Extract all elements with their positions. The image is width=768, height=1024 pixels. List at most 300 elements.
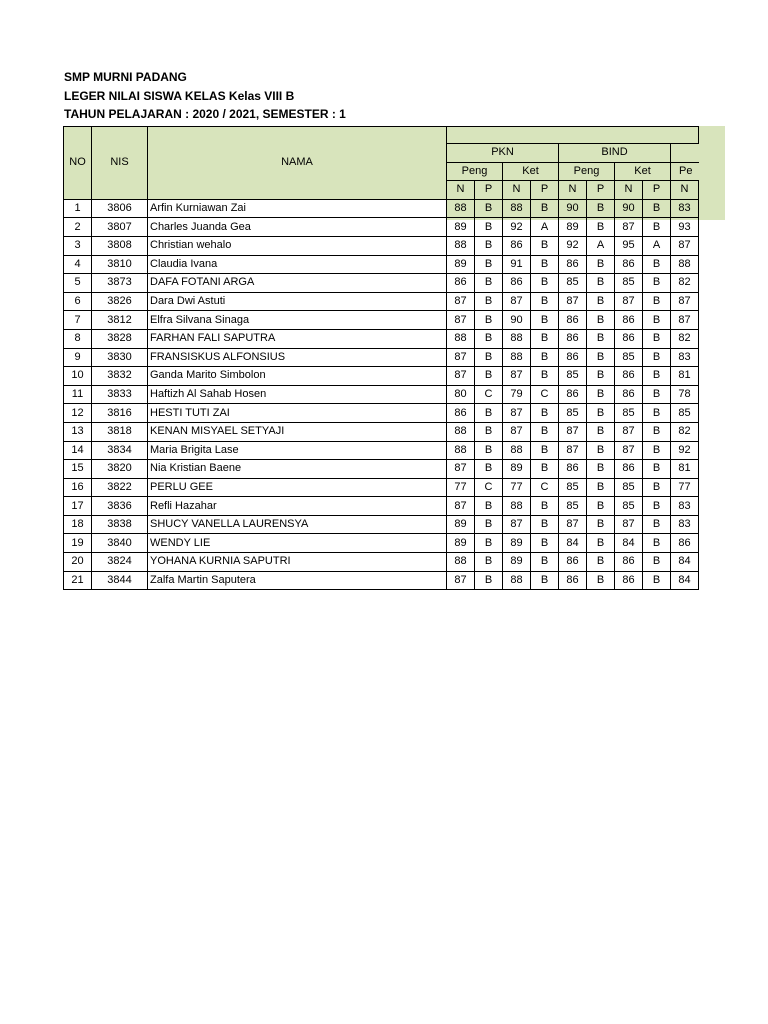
cell-pkn-peng-p: B xyxy=(475,460,503,479)
cell-pkn-peng-n: 88 xyxy=(447,199,475,218)
cell-pkn-ket-n: 87 xyxy=(503,422,531,441)
cell-bind-ket-p: B xyxy=(643,404,671,423)
cell-nis: 3826 xyxy=(92,292,148,311)
bind-ket-header: Ket xyxy=(615,162,671,181)
header-row-top xyxy=(64,127,699,144)
cell-nis: 3824 xyxy=(92,553,148,572)
cell-bind-peng-n: 85 xyxy=(559,274,587,293)
subject-group-header xyxy=(447,127,699,144)
cell-nama: Zalfa Martin Saputera xyxy=(148,571,447,590)
cell-pkn-ket-p: B xyxy=(531,311,559,330)
cell-nis: 3828 xyxy=(92,329,148,348)
cell-no: 4 xyxy=(64,255,92,274)
cell-bind-peng-n: 89 xyxy=(559,218,587,237)
cell-pkn-peng-p: B xyxy=(475,255,503,274)
cell-bind-ket-n: 86 xyxy=(615,329,643,348)
cell-nama: Arfin Kurniawan Zai xyxy=(148,199,447,218)
cell-bind-peng-p: B xyxy=(587,404,615,423)
cell-bind-ket-p: B xyxy=(643,422,671,441)
cell-no: 10 xyxy=(64,367,92,386)
cell-bind-peng-p: B xyxy=(587,478,615,497)
cell-pkn-peng-p: B xyxy=(475,515,503,534)
report-title: LEGER NILAI SISWA KELAS Kelas VIII B xyxy=(64,88,295,103)
table-row xyxy=(64,367,699,386)
cell-pkn-peng-p: B xyxy=(475,534,503,553)
cell-pkn-peng-n: 87 xyxy=(447,367,475,386)
cell-no: 19 xyxy=(64,534,92,553)
cell-pkn-ket-n: 89 xyxy=(503,460,531,479)
cell-nis: 3820 xyxy=(92,460,148,479)
cell-bind-ket-p: B xyxy=(643,218,671,237)
cell-bind-peng-p: B xyxy=(587,255,615,274)
cell-bind-peng-p: B xyxy=(587,422,615,441)
cell-pkn-ket-n: 88 xyxy=(503,348,531,367)
cell-nis: 3830 xyxy=(92,348,148,367)
cell-bind-peng-n: 86 xyxy=(559,311,587,330)
cell-pkn-peng-n: 86 xyxy=(447,274,475,293)
cell-bind-ket-p: B xyxy=(643,515,671,534)
cell-bind-ket-p: B xyxy=(643,199,671,218)
cell-pkn-peng-n: 89 xyxy=(447,515,475,534)
cell-bind-peng-n: 85 xyxy=(559,497,587,516)
table-row xyxy=(64,571,699,590)
cell-pkn-ket-p: B xyxy=(531,329,559,348)
cell-bind-peng-n: 87 xyxy=(559,422,587,441)
cell-nama: Christian wehalo xyxy=(148,236,447,255)
cell-bind-peng-p: B xyxy=(587,534,615,553)
cell-pkn-peng-n: 88 xyxy=(447,422,475,441)
cell-nis: 3822 xyxy=(92,478,148,497)
cell-pkn-peng-p: B xyxy=(475,422,503,441)
cell-no: 16 xyxy=(64,478,92,497)
ledger-body xyxy=(64,199,699,589)
cell-bind-ket-n: 85 xyxy=(615,497,643,516)
table-row xyxy=(64,199,699,218)
cell-bind-ket-p: B xyxy=(643,385,671,404)
cell-bind-peng-n: 87 xyxy=(559,292,587,311)
next-peng-header: Pe xyxy=(671,162,699,181)
subject-header-pkn: PKN xyxy=(447,144,559,163)
cell-bind-ket-p: B xyxy=(643,348,671,367)
cell-bind-peng-n: 86 xyxy=(559,460,587,479)
cell-bind-ket-p: B xyxy=(643,311,671,330)
cell-no: 8 xyxy=(64,329,92,348)
cell-pkn-peng-p: B xyxy=(475,236,503,255)
cell-bind-ket-p: B xyxy=(643,460,671,479)
cell-pkn-ket-n: 88 xyxy=(503,571,531,590)
cell-nis: 3840 xyxy=(92,534,148,553)
cell-bind-ket-n: 85 xyxy=(615,348,643,367)
cell-next-peng-n: 83 xyxy=(671,199,699,218)
cell-next-peng-n: 84 xyxy=(671,553,699,572)
cell-nama: Claudia Ivana xyxy=(148,255,447,274)
cell-pkn-ket-p: B xyxy=(531,404,559,423)
col-header-no: NO xyxy=(64,127,92,200)
cell-nama: Nia Kristian Baene xyxy=(148,460,447,479)
cell-bind-ket-n: 86 xyxy=(615,460,643,479)
cell-nama: PERLU GEE xyxy=(148,478,447,497)
cell-bind-ket-p: B xyxy=(643,571,671,590)
cell-pkn-peng-n: 80 xyxy=(447,385,475,404)
table-row xyxy=(64,385,699,404)
cell-bind-peng-n: 86 xyxy=(559,348,587,367)
np-header-n: N xyxy=(503,181,531,200)
cell-pkn-ket-n: 88 xyxy=(503,199,531,218)
table-row xyxy=(64,441,699,460)
table-row xyxy=(64,292,699,311)
table-row xyxy=(64,422,699,441)
cell-bind-peng-n: 92 xyxy=(559,236,587,255)
cell-bind-ket-n: 86 xyxy=(615,367,643,386)
cell-pkn-peng-p: B xyxy=(475,292,503,311)
table-row xyxy=(64,553,699,572)
cell-bind-ket-p: B xyxy=(643,478,671,497)
cell-nis: 3812 xyxy=(92,311,148,330)
table-row xyxy=(64,404,699,423)
cell-pkn-peng-n: 89 xyxy=(447,255,475,274)
bind-peng-header: Peng xyxy=(559,162,615,181)
cell-nama: SHUCY VANELLA LAURENSYA xyxy=(148,515,447,534)
table-row xyxy=(64,497,699,516)
cell-pkn-peng-p: B xyxy=(475,274,503,293)
cell-bind-peng-p: B xyxy=(587,292,615,311)
cell-pkn-peng-p: B xyxy=(475,404,503,423)
cell-pkn-ket-n: 92 xyxy=(503,218,531,237)
np-header-p: P xyxy=(587,181,615,200)
cell-bind-peng-n: 85 xyxy=(559,367,587,386)
cell-pkn-ket-n: 87 xyxy=(503,515,531,534)
cell-bind-ket-n: 86 xyxy=(615,255,643,274)
cell-pkn-ket-p: B xyxy=(531,274,559,293)
cell-bind-ket-p: B xyxy=(643,534,671,553)
cell-pkn-ket-p: B xyxy=(531,422,559,441)
cell-pkn-peng-p: B xyxy=(475,199,503,218)
cell-bind-peng-p: B xyxy=(587,515,615,534)
cell-pkn-peng-n: 87 xyxy=(447,460,475,479)
cell-no: 18 xyxy=(64,515,92,534)
cell-pkn-ket-n: 90 xyxy=(503,311,531,330)
cell-nama: Elfra Silvana Sinaga xyxy=(148,311,447,330)
cell-nis: 3844 xyxy=(92,571,148,590)
cell-bind-ket-p: B xyxy=(643,497,671,516)
cell-bind-ket-p: A xyxy=(643,236,671,255)
cell-pkn-peng-n: 89 xyxy=(447,534,475,553)
table-row xyxy=(64,236,699,255)
cell-bind-ket-n: 86 xyxy=(615,571,643,590)
cell-pkn-peng-n: 86 xyxy=(447,404,475,423)
academic-year-semester: TAHUN PELAJARAN : 2020 / 2021, SEMESTER : 1 xyxy=(64,107,346,122)
cell-bind-peng-n: 85 xyxy=(559,478,587,497)
cell-pkn-peng-n: 88 xyxy=(447,553,475,572)
cell-bind-peng-p: B xyxy=(587,311,615,330)
cell-pkn-peng-n: 88 xyxy=(447,441,475,460)
cell-nama: Charles Juanda Gea xyxy=(148,218,447,237)
cell-bind-ket-n: 85 xyxy=(615,274,643,293)
cell-no: 21 xyxy=(64,571,92,590)
cell-bind-ket-n: 86 xyxy=(615,385,643,404)
cell-bind-ket-n: 87 xyxy=(615,218,643,237)
cell-pkn-ket-n: 88 xyxy=(503,329,531,348)
cell-pkn-ket-n: 89 xyxy=(503,553,531,572)
cell-pkn-peng-p: B xyxy=(475,571,503,590)
cell-no: 20 xyxy=(64,553,92,572)
cell-pkn-peng-p: B xyxy=(475,329,503,348)
cell-nis: 3816 xyxy=(92,404,148,423)
cell-nis: 3834 xyxy=(92,441,148,460)
cell-pkn-ket-p: B xyxy=(531,367,559,386)
cell-pkn-ket-p: B xyxy=(531,571,559,590)
cell-pkn-peng-p: C xyxy=(475,478,503,497)
cell-bind-ket-p: B xyxy=(643,274,671,293)
cell-bind-peng-p: B xyxy=(587,553,615,572)
pkn-ket-header: Ket xyxy=(503,162,559,181)
cell-nama: Refli Hazahar xyxy=(148,497,447,516)
cell-bind-peng-p: B xyxy=(587,329,615,348)
cell-next-peng-n: 92 xyxy=(671,441,699,460)
cell-bind-ket-n: 87 xyxy=(615,422,643,441)
np-header-n: N xyxy=(447,181,475,200)
cell-bind-ket-p: B xyxy=(643,255,671,274)
cell-bind-peng-n: 86 xyxy=(559,255,587,274)
table-row xyxy=(64,515,699,534)
cell-bind-ket-n: 85 xyxy=(615,404,643,423)
cell-nama: HESTI TUTI ZAI xyxy=(148,404,447,423)
np-header-p: P xyxy=(643,181,671,200)
cell-pkn-ket-p: A xyxy=(531,218,559,237)
cell-pkn-peng-n: 88 xyxy=(447,236,475,255)
cell-bind-ket-n: 86 xyxy=(615,553,643,572)
cell-pkn-peng-p: B xyxy=(475,367,503,386)
cell-pkn-ket-p: B xyxy=(531,348,559,367)
np-header-n: N xyxy=(671,181,699,200)
cell-pkn-ket-n: 88 xyxy=(503,441,531,460)
cell-nama: YOHANA KURNIA SAPUTRI xyxy=(148,553,447,572)
cell-next-peng-n: 86 xyxy=(671,534,699,553)
cell-nama: FRANSISKUS ALFONSIUS xyxy=(148,348,447,367)
cell-bind-peng-p: B xyxy=(587,274,615,293)
cell-no: 12 xyxy=(64,404,92,423)
cell-nama: DAFA FOTANI ARGA xyxy=(148,274,447,293)
cell-next-peng-n: 84 xyxy=(671,571,699,590)
cell-pkn-ket-n: 87 xyxy=(503,292,531,311)
cell-bind-peng-n: 85 xyxy=(559,404,587,423)
cell-bind-ket-p: B xyxy=(643,367,671,386)
table-row xyxy=(64,255,699,274)
cell-bind-peng-p: B xyxy=(587,348,615,367)
cell-next-peng-n: 82 xyxy=(671,329,699,348)
cell-no: 5 xyxy=(64,274,92,293)
cell-no: 15 xyxy=(64,460,92,479)
table-row xyxy=(64,274,699,293)
table-row xyxy=(64,311,699,330)
cell-nama: KENAN MISYAEL SETYAJI xyxy=(148,422,447,441)
cell-nis: 3836 xyxy=(92,497,148,516)
cell-pkn-ket-p: B xyxy=(531,255,559,274)
cell-pkn-ket-p: B xyxy=(531,553,559,572)
cell-pkn-ket-p: C xyxy=(531,478,559,497)
cell-next-peng-n: 87 xyxy=(671,236,699,255)
cell-bind-ket-n: 87 xyxy=(615,515,643,534)
cell-pkn-ket-p: B xyxy=(531,534,559,553)
subject-header-bind: BIND xyxy=(559,144,671,163)
cell-pkn-peng-n: 87 xyxy=(447,348,475,367)
col-header-nis: NIS xyxy=(92,127,148,200)
np-header-n: N xyxy=(615,181,643,200)
cell-next-peng-n: 82 xyxy=(671,274,699,293)
cell-no: 6 xyxy=(64,292,92,311)
cell-bind-peng-p: B xyxy=(587,199,615,218)
cell-next-peng-n: 88 xyxy=(671,255,699,274)
table-row xyxy=(64,460,699,479)
cell-next-peng-n: 81 xyxy=(671,460,699,479)
cell-bind-ket-p: B xyxy=(643,553,671,572)
cell-bind-peng-p: B xyxy=(587,218,615,237)
subject-header-next xyxy=(671,144,699,163)
cell-pkn-ket-p: B xyxy=(531,497,559,516)
cell-no: 9 xyxy=(64,348,92,367)
cell-bind-peng-n: 86 xyxy=(559,553,587,572)
cell-pkn-peng-p: B xyxy=(475,348,503,367)
cell-bind-peng-n: 87 xyxy=(559,515,587,534)
cell-nama: Maria Brigita Lase xyxy=(148,441,447,460)
cell-bind-peng-n: 84 xyxy=(559,534,587,553)
cell-next-peng-n: 93 xyxy=(671,218,699,237)
cell-bind-peng-p: B xyxy=(587,497,615,516)
cell-pkn-peng-p: B xyxy=(475,497,503,516)
cell-pkn-peng-p: B xyxy=(475,218,503,237)
cell-bind-ket-p: B xyxy=(643,329,671,348)
table-row xyxy=(64,329,699,348)
cell-pkn-ket-p: B xyxy=(531,236,559,255)
cell-bind-peng-p: B xyxy=(587,385,615,404)
cell-next-peng-n: 83 xyxy=(671,497,699,516)
cell-next-peng-n: 81 xyxy=(671,367,699,386)
cell-pkn-peng-n: 87 xyxy=(447,292,475,311)
cell-bind-ket-n: 87 xyxy=(615,292,643,311)
cell-pkn-peng-n: 77 xyxy=(447,478,475,497)
cell-bind-peng-p: A xyxy=(587,236,615,255)
school-name: SMP MURNI PADANG xyxy=(64,70,187,84)
cell-nama: Dara Dwi Astuti xyxy=(148,292,447,311)
cell-no: 11 xyxy=(64,385,92,404)
cell-bind-peng-p: B xyxy=(587,441,615,460)
cell-bind-ket-n: 87 xyxy=(615,441,643,460)
cell-next-peng-n: 83 xyxy=(671,515,699,534)
cell-next-peng-n: 77 xyxy=(671,478,699,497)
np-header-p: P xyxy=(475,181,503,200)
cell-bind-ket-n: 85 xyxy=(615,478,643,497)
cell-nis: 3838 xyxy=(92,515,148,534)
cell-nis: 3806 xyxy=(92,199,148,218)
cell-nis: 3873 xyxy=(92,274,148,293)
pkn-peng-header: Peng xyxy=(447,162,503,181)
cell-nama: FARHAN FALI SAPUTRA xyxy=(148,329,447,348)
cell-bind-peng-p: B xyxy=(587,571,615,590)
cell-no: 3 xyxy=(64,236,92,255)
table-row xyxy=(64,348,699,367)
cell-pkn-ket-n: 89 xyxy=(503,534,531,553)
cell-bind-peng-n: 86 xyxy=(559,571,587,590)
cell-pkn-ket-p: B xyxy=(531,441,559,460)
np-header-p: P xyxy=(531,181,559,200)
cell-pkn-ket-p: B xyxy=(531,292,559,311)
cell-pkn-ket-p: B xyxy=(531,199,559,218)
table-row xyxy=(64,478,699,497)
cell-nis: 3808 xyxy=(92,236,148,255)
col-header-nama: NAMA xyxy=(148,127,447,200)
report-heading xyxy=(64,68,346,124)
cell-no: 14 xyxy=(64,441,92,460)
cell-pkn-ket-n: 77 xyxy=(503,478,531,497)
cell-bind-peng-n: 87 xyxy=(559,441,587,460)
cell-next-peng-n: 87 xyxy=(671,311,699,330)
cell-pkn-peng-p: B xyxy=(475,441,503,460)
cell-bind-ket-n: 84 xyxy=(615,534,643,553)
cell-bind-peng-n: 86 xyxy=(559,385,587,404)
cell-bind-ket-n: 86 xyxy=(615,311,643,330)
cell-pkn-ket-n: 79 xyxy=(503,385,531,404)
cell-no: 13 xyxy=(64,422,92,441)
cell-bind-ket-p: B xyxy=(643,292,671,311)
cell-bind-peng-n: 86 xyxy=(559,329,587,348)
cell-nama: Ganda Marito Simbolon xyxy=(148,367,447,386)
cell-pkn-peng-n: 87 xyxy=(447,497,475,516)
cell-pkn-ket-p: B xyxy=(531,460,559,479)
cell-nama: WENDY LIE xyxy=(148,534,447,553)
cell-pkn-peng-n: 87 xyxy=(447,571,475,590)
cell-nis: 3818 xyxy=(92,422,148,441)
cell-bind-peng-p: B xyxy=(587,367,615,386)
cell-next-peng-n: 85 xyxy=(671,404,699,423)
cell-bind-ket-n: 90 xyxy=(615,199,643,218)
cell-pkn-ket-n: 87 xyxy=(503,367,531,386)
grade-ledger-table xyxy=(63,126,699,590)
cell-pkn-ket-n: 86 xyxy=(503,274,531,293)
cell-pkn-peng-p: C xyxy=(475,385,503,404)
cell-nis: 3810 xyxy=(92,255,148,274)
cell-no: 2 xyxy=(64,218,92,237)
cell-pkn-ket-n: 86 xyxy=(503,236,531,255)
cell-nis: 3833 xyxy=(92,385,148,404)
cell-pkn-ket-n: 87 xyxy=(503,404,531,423)
cell-nama: Haftizh Al Sahab Hosen xyxy=(148,385,447,404)
cell-pkn-ket-n: 88 xyxy=(503,497,531,516)
cell-pkn-peng-n: 87 xyxy=(447,311,475,330)
table-row xyxy=(64,534,699,553)
cell-pkn-ket-p: C xyxy=(531,385,559,404)
cell-bind-peng-p: B xyxy=(587,460,615,479)
cell-next-peng-n: 87 xyxy=(671,292,699,311)
cell-pkn-peng-n: 89 xyxy=(447,218,475,237)
cell-next-peng-n: 83 xyxy=(671,348,699,367)
cell-bind-ket-n: 95 xyxy=(615,236,643,255)
cell-bind-peng-n: 90 xyxy=(559,199,587,218)
cell-bind-ket-p: B xyxy=(643,441,671,460)
cell-nis: 3807 xyxy=(92,218,148,237)
np-header-n: N xyxy=(559,181,587,200)
cell-pkn-peng-n: 88 xyxy=(447,329,475,348)
cell-no: 7 xyxy=(64,311,92,330)
cell-next-peng-n: 82 xyxy=(671,422,699,441)
table-row xyxy=(64,218,699,237)
cell-pkn-peng-p: B xyxy=(475,553,503,572)
cell-next-peng-n: 78 xyxy=(671,385,699,404)
cell-pkn-ket-p: B xyxy=(531,515,559,534)
cell-pkn-ket-n: 91 xyxy=(503,255,531,274)
cell-nis: 3832 xyxy=(92,367,148,386)
cell-no: 1 xyxy=(64,199,92,218)
cell-pkn-peng-p: B xyxy=(475,311,503,330)
